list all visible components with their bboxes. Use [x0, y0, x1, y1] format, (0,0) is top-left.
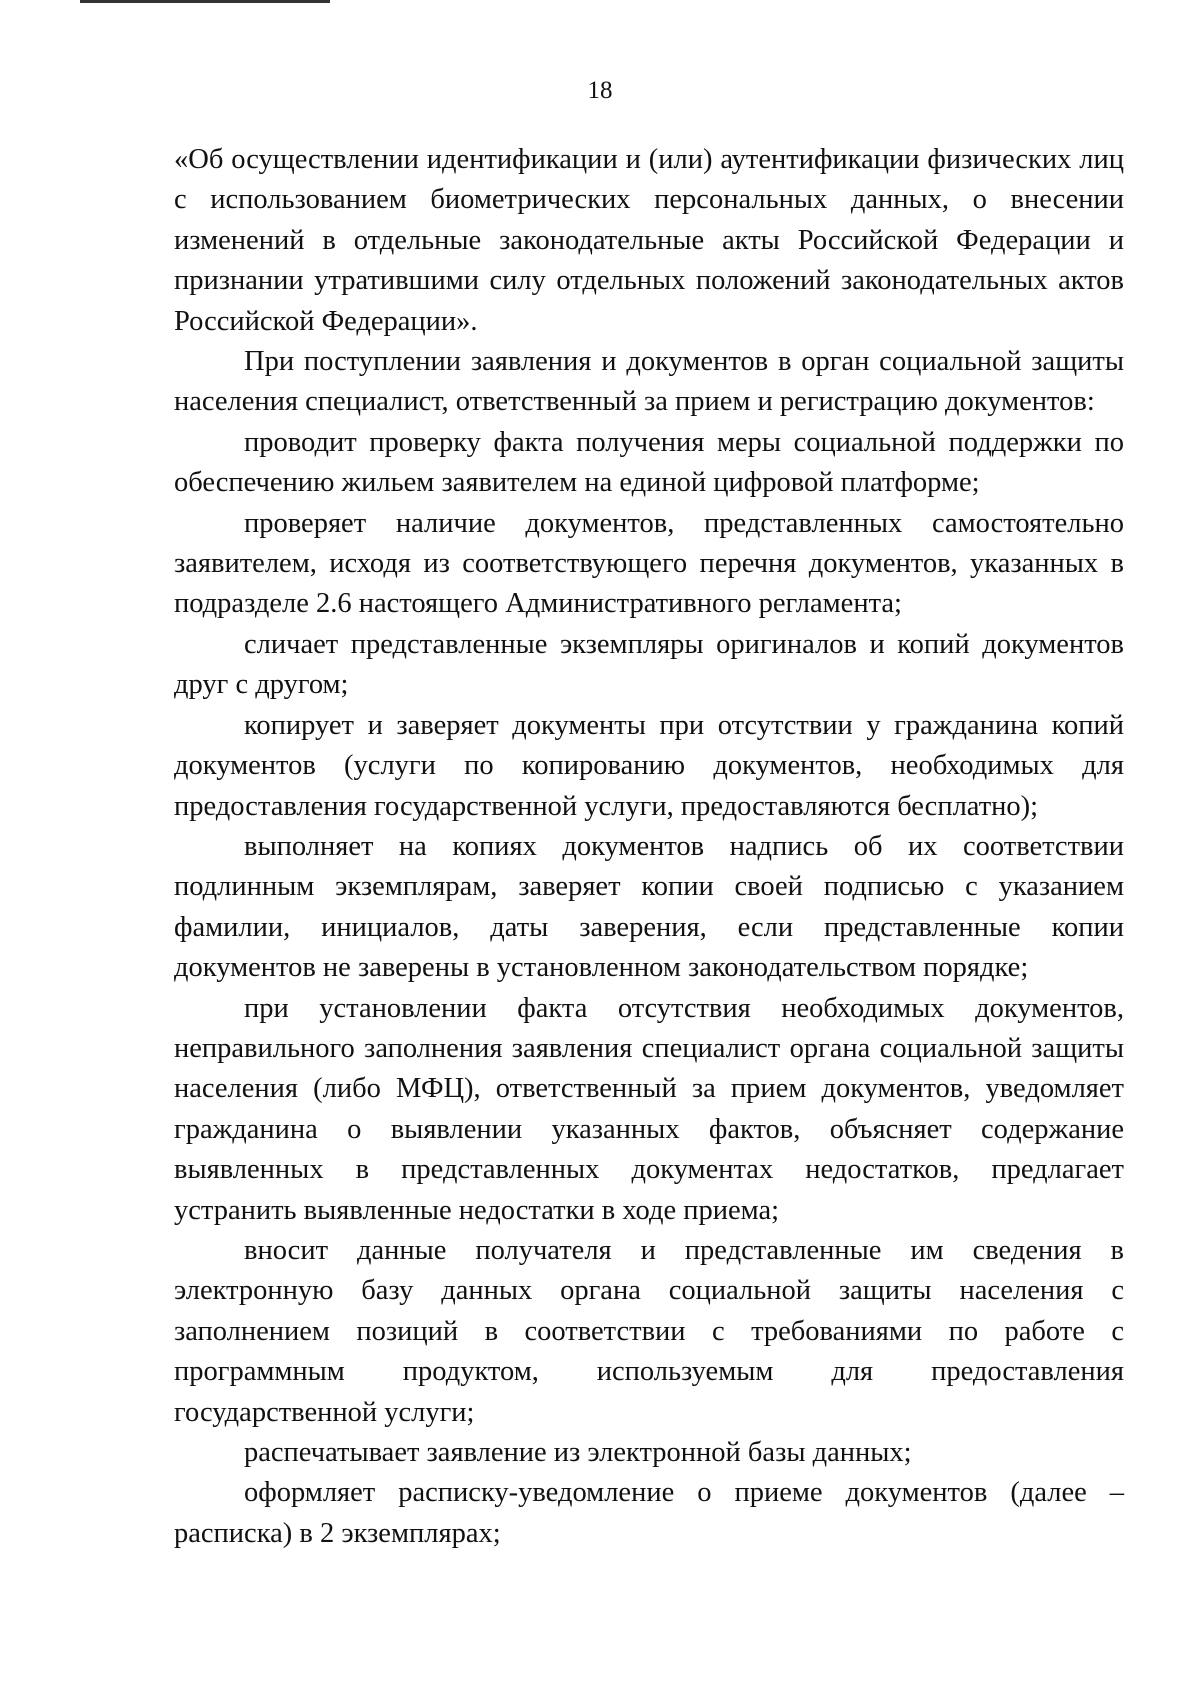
- scan-edge-line: [80, 0, 330, 3]
- paragraph: При поступлении заявления и документов в орган социальной защиты населения специалист, ответственный за прием и регистрацию документов:: [174, 346, 1124, 418]
- paragraph: распечатывает заявление из электронной базы данных;: [244, 1437, 912, 1468]
- page-number: 18: [587, 77, 613, 104]
- paragraph: выполняет на копиях документов надпись об их соответствии подлинным экземплярам, заверяет копии своей подписью с указанием фамилии, инициалов, даты заверения, если представленные копии документов не заверены в установленном законодательством порядке;: [174, 830, 1124, 984]
- paragraph: сличает представленные экземпляры оригиналов и копий документов друг с другом;: [174, 628, 1124, 701]
- paragraph: вносит данные получателя и представленные им сведения в электронную базу данных органа социальной защиты населения с заполнением позиций в соответствии с требованиями по работе с программным продуктом, используемым для предоставления государственной услуги;: [174, 1234, 1124, 1428]
- paragraph-continuation: «Об осуществлении идентификации и (или) аутентификации физических лиц с использованием биометрических персональных данных, о внесении изменений в отдельные законодательные акты Российской Федерации и признании утратившими силу отдельных положений законодательных актов Российской Федерации».: [174, 144, 1124, 337]
- document-body: [174, 140, 1124, 1554]
- paragraph: проводит проверку факта получения меры социальной поддержки по обеспечению жильем заявителем на единой цифровой платформе;: [174, 426, 1124, 499]
- paragraph: копирует и заверяет документы при отсутствии у гражданина копий документов (услуги по копированию документов, необходимых для предоставления государственной услуги, предоставляются бесплатно);: [174, 709, 1124, 822]
- paragraph: при установлении факта отсутствия необходимых документов, неправильного заполнения заявления специалист органа социальной защиты населения (либо МФЦ), ответственный за прием документов, уведомляет гражданина о выявлении указанных фактов, объясняет содержание выявленных в представленных документах недостатков, предлагает устранить выявленные недостатки в ходе приема;: [174, 992, 1124, 1226]
- paragraph: проверяет наличие документов, представленных самостоятельно заявителем, исходя из соответствующего перечня документов, указанных в подразделе 2.6 настоящего Административного регламента;: [174, 507, 1124, 620]
- paragraph: оформляет расписку-уведомление о приеме документов (далее – расписка) в 2 экземплярах;: [174, 1477, 1124, 1549]
